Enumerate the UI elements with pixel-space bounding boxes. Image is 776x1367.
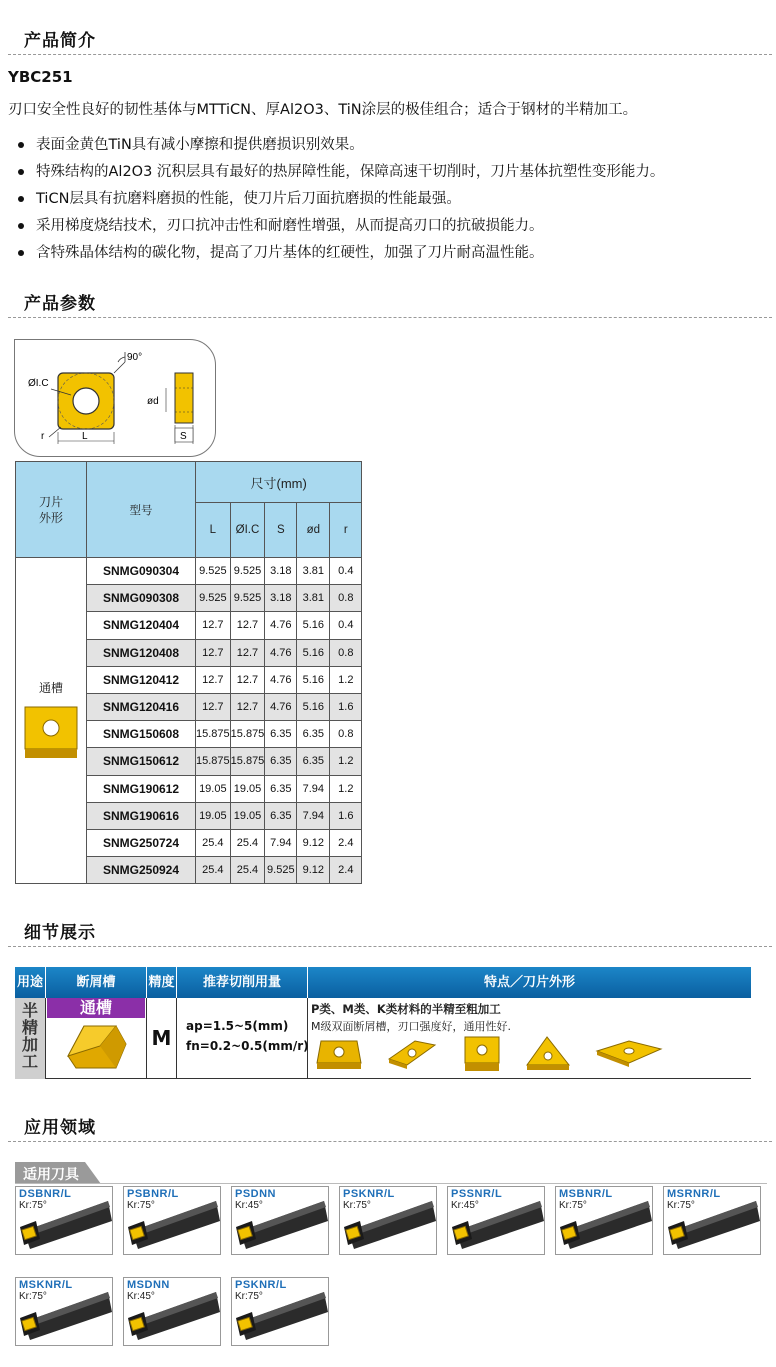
tool-name: PSKNR/L xyxy=(343,1188,395,1200)
cell-s: 9.525 xyxy=(265,857,297,884)
tool-card[interactable] xyxy=(555,1186,653,1255)
model-code: SNMG250924 xyxy=(87,857,196,884)
cell-d: 9.12 xyxy=(297,857,330,884)
tool-name: DSBNR/L xyxy=(19,1188,72,1200)
cell-l: 25.4 xyxy=(196,829,231,856)
tool-card[interactable] xyxy=(15,1277,113,1346)
col-s-header: S xyxy=(265,503,297,558)
cell-d: 3.81 xyxy=(297,558,330,585)
cell-r: 2.4 xyxy=(330,857,362,884)
cell-l: 12.7 xyxy=(196,666,231,693)
model-code: SNMG090304 xyxy=(87,558,196,585)
s-label: S xyxy=(180,431,187,442)
cell-r: 2.4 xyxy=(330,829,362,856)
tool-card[interactable] xyxy=(663,1186,761,1255)
d-label: ød xyxy=(147,396,159,407)
cell-ic: 19.05 xyxy=(230,775,265,802)
cell-l: 9.525 xyxy=(196,558,231,585)
tool-angle: Kr:75° xyxy=(343,1200,371,1211)
cell-l: 19.05 xyxy=(196,775,231,802)
insert-side-view xyxy=(175,373,193,423)
section-intro xyxy=(0,26,776,56)
model-code: SNMG250724 xyxy=(87,829,196,856)
cell-s: 6.35 xyxy=(265,748,297,775)
section-divider xyxy=(8,946,772,947)
header-precision: 精度 xyxy=(147,967,177,998)
cell-d: 7.94 xyxy=(297,775,330,802)
model-code: SNMG090308 xyxy=(87,585,196,612)
use-cell: 半精加工 xyxy=(15,998,46,1079)
section-title: 细节展示 xyxy=(24,923,96,943)
cell-ic: 9.525 xyxy=(230,558,265,585)
groove-name: 通槽 xyxy=(47,998,145,1018)
square-thick-insert-icon xyxy=(465,1037,499,1071)
section-details xyxy=(0,918,776,948)
cell-s: 6.35 xyxy=(265,721,297,748)
rhombus-insert-icon xyxy=(389,1041,435,1069)
cell-s: 4.76 xyxy=(265,693,297,720)
product-summary: 刃口安全性良好的韧性基体与MTTiCN、厚Al2O3、TiN涂层的极佳组合；适合于钢材的半精加工。 xyxy=(8,102,638,118)
tool-card[interactable] xyxy=(339,1186,437,1255)
col-l-header: L xyxy=(196,503,231,558)
cell-r: 1.6 xyxy=(330,693,362,720)
cutting-cell xyxy=(177,998,308,1079)
cell-s: 7.94 xyxy=(265,829,297,856)
cell-ic: 19.05 xyxy=(230,802,265,829)
col-shape-label: 刀片 外形 xyxy=(38,494,63,525)
cell-r: 0.4 xyxy=(330,612,362,639)
section-divider xyxy=(8,1141,772,1142)
cell-l: 15.875 xyxy=(196,748,231,775)
tool-angle: Kr:75° xyxy=(667,1200,695,1211)
tool-card[interactable] xyxy=(15,1186,113,1255)
angle-label: 90° xyxy=(127,352,143,363)
cell-l: 12.7 xyxy=(196,612,231,639)
insert-dimension-diagram xyxy=(14,339,216,457)
cell-r: 1.2 xyxy=(330,775,362,802)
insert-shapes-row xyxy=(311,1035,751,1075)
cell-d: 6.35 xyxy=(297,721,330,748)
cell-ic: 12.7 xyxy=(230,693,265,720)
cell-ic: 12.7 xyxy=(230,612,265,639)
tool-name: MSBNR/L xyxy=(559,1188,613,1200)
ic-label: ØI.C xyxy=(28,378,49,389)
list-item: TiCN层具有抗磨料磨损的性能，使刀片后刀面抗磨损的性能最强。 xyxy=(18,189,664,216)
cutting-fn: fn=0.2~0.5(mm/r) xyxy=(186,1039,309,1053)
cell-l: 12.7 xyxy=(196,639,231,666)
tool-card[interactable] xyxy=(231,1186,329,1255)
tool-angle: Kr:75° xyxy=(19,1291,47,1302)
list-item: 采用梯度烧结技术，刃口抗冲击性和耐磨性增强，从而提高刃口的抗破损能力。 xyxy=(18,216,664,243)
cell-r: 1.2 xyxy=(330,748,362,775)
shape-cell xyxy=(16,558,87,884)
cell-ic: 9.525 xyxy=(230,585,265,612)
cell-d: 6.35 xyxy=(297,748,330,775)
list-item: 特殊结构的Al2O3 沉积层具有最好的热屏障性能，保障高速干切削时，刀片基体抗塑性变形能力。 xyxy=(18,162,664,189)
section-title: 产品参数 xyxy=(24,294,96,314)
tool-angle: Kr:75° xyxy=(127,1200,155,1211)
section-title: 产品简介 xyxy=(24,31,96,51)
cell-l: 9.525 xyxy=(196,585,231,612)
cell-r: 0.8 xyxy=(330,639,362,666)
tool-name: PSBNR/L xyxy=(127,1188,179,1200)
model-code: SNMG190616 xyxy=(87,802,196,829)
cell-l: 12.7 xyxy=(196,693,231,720)
tool-card[interactable] xyxy=(447,1186,545,1255)
cell-d: 5.16 xyxy=(297,666,330,693)
tool-angle: Kr:45° xyxy=(127,1291,155,1302)
cell-s: 3.18 xyxy=(265,585,297,612)
cell-s: 6.35 xyxy=(265,802,297,829)
insert-hole xyxy=(73,388,99,414)
cell-d: 5.16 xyxy=(297,612,330,639)
header-groove: 断屑槽 xyxy=(46,967,147,998)
tool-name: PSSNR/L xyxy=(451,1188,503,1200)
feature-title: P类、M类、K类材料的半精至粗加工 xyxy=(311,1002,501,1016)
l-label: L xyxy=(82,431,88,442)
model-code: SNMG120416 xyxy=(87,693,196,720)
detail-table xyxy=(15,967,751,1079)
cell-ic: 12.7 xyxy=(230,639,265,666)
table-row xyxy=(16,558,362,585)
cell-r: 1.6 xyxy=(330,802,362,829)
cell-ic: 15.875 xyxy=(230,721,265,748)
tool-card[interactable] xyxy=(123,1186,221,1255)
cell-d: 3.81 xyxy=(297,585,330,612)
cell-s: 3.18 xyxy=(265,558,297,585)
section-divider xyxy=(8,317,772,318)
diamond-insert-icon xyxy=(597,1041,661,1067)
tool-name: MSRNR/L xyxy=(667,1188,721,1200)
shape-label: 通槽 xyxy=(38,680,63,695)
insert-shape-image xyxy=(22,704,80,760)
model-code: SNMG120412 xyxy=(87,666,196,693)
col-shape-header xyxy=(16,462,87,558)
cell-ic: 12.7 xyxy=(230,666,265,693)
feature-list xyxy=(18,135,664,270)
cell-d: 5.16 xyxy=(297,639,330,666)
cell-s: 4.76 xyxy=(265,612,297,639)
tool-angle: Kr:45° xyxy=(451,1200,479,1211)
product-model: YBC251 xyxy=(8,68,73,86)
cell-r: 0.8 xyxy=(330,585,362,612)
cell-ic: 25.4 xyxy=(230,857,265,884)
cell-d: 7.94 xyxy=(297,802,330,829)
col-ic-header: ØI.C xyxy=(230,503,265,558)
tools-divider xyxy=(15,1183,767,1184)
cell-l: 25.4 xyxy=(196,857,231,884)
cell-r: 0.4 xyxy=(330,558,362,585)
model-code: SNMG150608 xyxy=(87,721,196,748)
cell-d: 9.12 xyxy=(297,829,330,856)
header-cutting: 推荐切削用量 xyxy=(177,967,308,998)
list-item: 表面金黄色TiN具有减小摩擦和提供磨损识别效果。 xyxy=(18,135,664,162)
list-item: 含特殊晶体结构的碳化物，提高了刀片基体的红硬性，加强了刀片耐高温性能。 xyxy=(18,243,664,270)
cell-ic: 25.4 xyxy=(230,829,265,856)
cell-l: 19.05 xyxy=(196,802,231,829)
cell-ic: 15.875 xyxy=(230,748,265,775)
r-label: r xyxy=(41,431,45,442)
cell-d: 5.16 xyxy=(297,693,330,720)
tool-name: PSKNR/L xyxy=(235,1279,287,1291)
tool-name: MSDNN xyxy=(127,1279,170,1291)
model-code: SNMG190612 xyxy=(87,775,196,802)
precision-cell: M xyxy=(147,998,177,1079)
tool-angle: Kr:45° xyxy=(235,1200,263,1211)
tool-name: PSDNN xyxy=(235,1188,277,1200)
cell-r: 0.8 xyxy=(330,721,362,748)
tool-angle: Kr:75° xyxy=(559,1200,587,1211)
section-params xyxy=(0,289,776,319)
cell-s: 4.76 xyxy=(265,639,297,666)
tools-tab-label: 适用刀具 xyxy=(23,1167,79,1183)
model-code: SNMG120408 xyxy=(87,639,196,666)
square-insert-icon xyxy=(317,1041,361,1069)
section-divider xyxy=(8,54,772,55)
model-code: SNMG150612 xyxy=(87,748,196,775)
cell-r: 1.2 xyxy=(330,666,362,693)
col-d-header: ød xyxy=(297,503,330,558)
cell-l: 15.875 xyxy=(196,721,231,748)
tool-name: MSKNR/L xyxy=(19,1279,73,1291)
tool-angle: Kr:75° xyxy=(19,1200,47,1211)
tool-angle: Kr:75° xyxy=(235,1291,263,1302)
cell-s: 4.76 xyxy=(265,666,297,693)
col-r-header: r xyxy=(330,503,362,558)
insert-drawing xyxy=(15,340,217,458)
model-code: SNMG120404 xyxy=(87,612,196,639)
spec-table xyxy=(15,461,362,884)
section-applications xyxy=(0,1113,776,1143)
tool-card[interactable] xyxy=(231,1277,329,1346)
header-use: 用途 xyxy=(15,967,46,998)
tool-card[interactable] xyxy=(123,1277,221,1346)
feature-desc: M级双面断屑槽，刃口强度好，通用性好. xyxy=(311,1020,511,1033)
col-size-header: 尺寸(mm) xyxy=(196,462,362,503)
section-title: 应用领域 xyxy=(24,1118,96,1138)
cutting-ap: ap=1.5~5(mm) xyxy=(186,1019,289,1033)
col-model-header: 型号 xyxy=(87,462,196,558)
cell-s: 6.35 xyxy=(265,775,297,802)
tools-tab xyxy=(15,1162,101,1184)
header-features: 特点／刀片外形 xyxy=(308,967,751,998)
triangle-insert-icon xyxy=(527,1037,569,1070)
